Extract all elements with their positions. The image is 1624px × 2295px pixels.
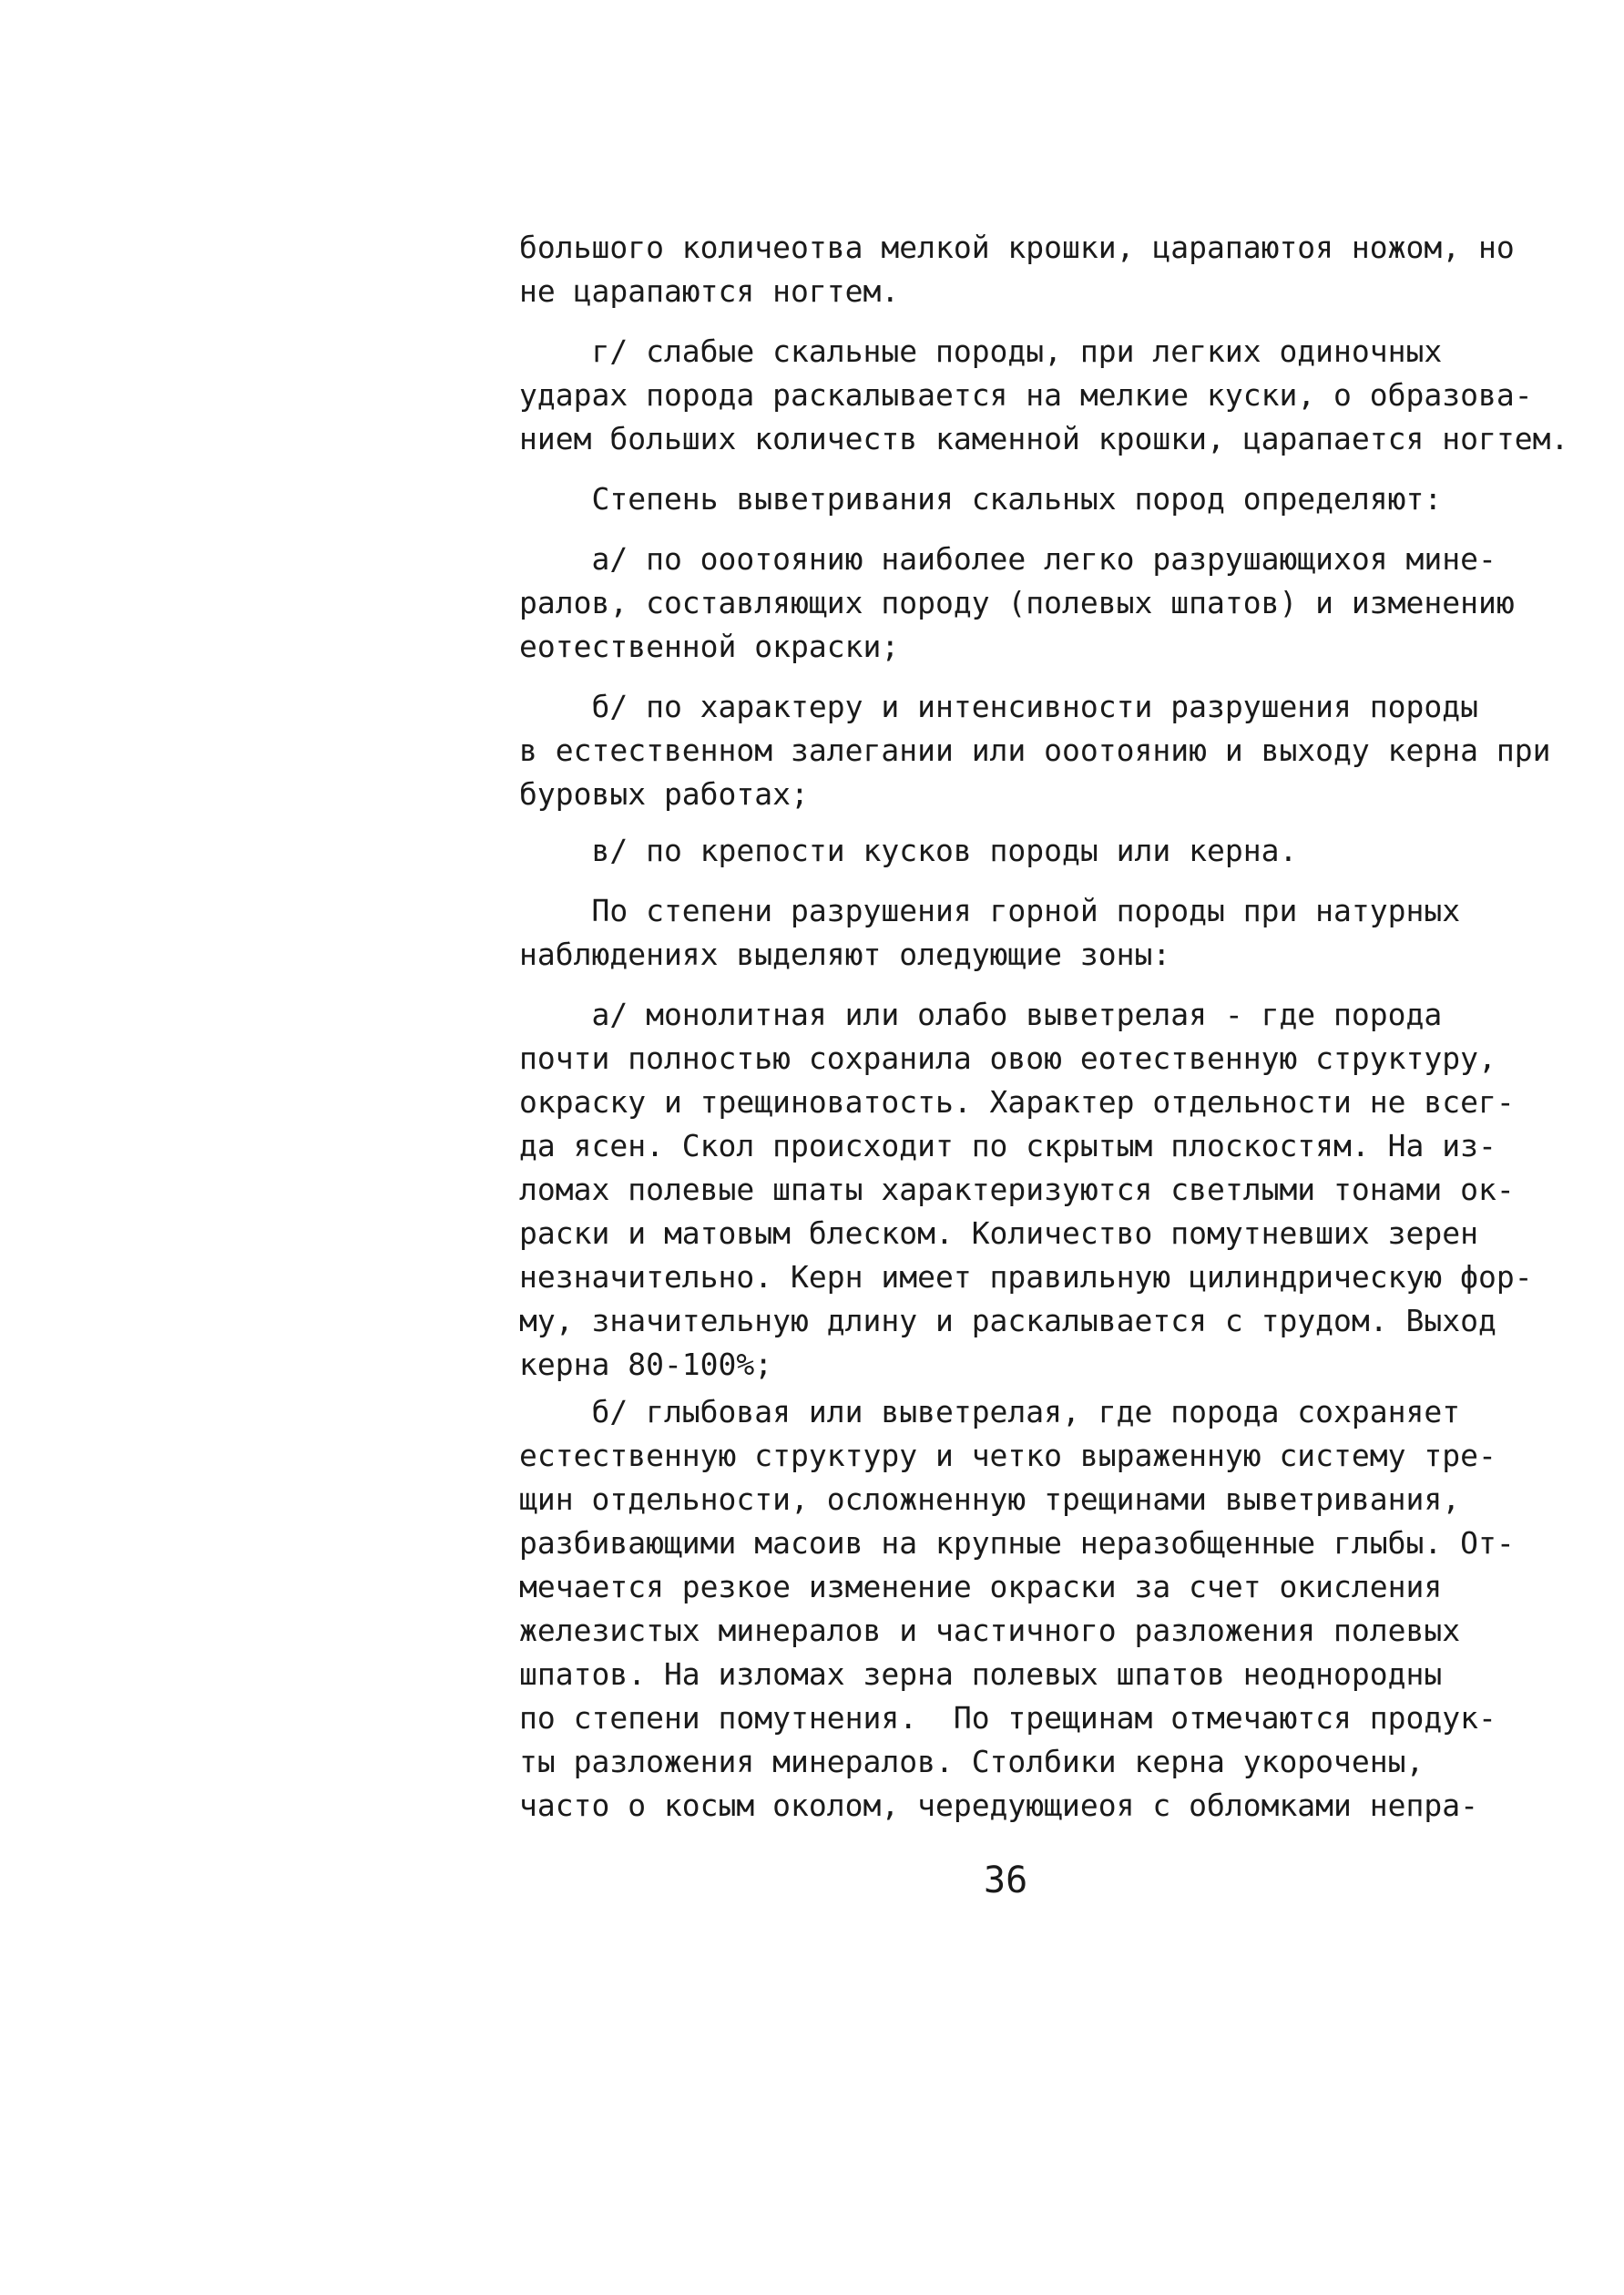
- text-line: а/ монолитная или олабо выветрелая - где порода: [519, 997, 1443, 1032]
- text-line: б/ по характеру и интенсивности разрушения породы: [519, 689, 1478, 724]
- paragraph-9: [519, 1390, 1558, 1828]
- text-line: железистых минералов и частичного разложения полевых: [519, 1613, 1461, 1648]
- text-line: щин отдельности, осложненную трещинами выветривания,: [519, 1481, 1461, 1517]
- text-line: по степени помутнения. По трещинам отмечаются продук-: [519, 1700, 1496, 1736]
- text-line: ударах порода раскалывается на мелкие куски, о образова-: [519, 377, 1533, 413]
- text-line: керна 80-100%;: [519, 1347, 773, 1382]
- text-line: мечается резкое изменение окраски за счет окисления: [519, 1569, 1443, 1604]
- text-line: в естественном залегании или ооотоянию и выходу керна при: [519, 733, 1551, 768]
- paragraph-4: [519, 538, 1558, 669]
- text-line: незначительно. Керн имеет правильную цилиндрическую фор-: [519, 1259, 1533, 1295]
- text-line: да ясен. Скол происходит по скрытым плоскостям. На из-: [519, 1128, 1496, 1163]
- text-line: По степени разрушения горной породы при натурных: [519, 893, 1461, 928]
- text-line: еотественной окраски;: [519, 629, 900, 664]
- text-line: Степень выветривания скальных пород определяют:: [519, 481, 1443, 517]
- text-line: ты разложения минералов. Столбики керна укорочены,: [519, 1744, 1425, 1779]
- paragraph-8: [519, 993, 1558, 1387]
- text-line: большого количеотва мелкой крошки, царапаютоя ножом, но: [519, 230, 1515, 265]
- text-line: шпатов. На изломах зерна полевых шпатов неоднородны: [519, 1656, 1443, 1692]
- paragraph-5: [519, 685, 1558, 816]
- text-line: раски и матовым блеском. Количество помутневших зерен: [519, 1215, 1478, 1251]
- text-line: часто о косым околом, чередующиеоя с обломками непра-: [519, 1788, 1478, 1823]
- text-line: почти полностью сохранила овою еотественную структуру,: [519, 1040, 1496, 1076]
- text-line: разбивающими масоив на крупные неразобщенные глыбы. От-: [519, 1525, 1515, 1561]
- paragraph-3: [519, 477, 1558, 521]
- body-text: [519, 226, 1569, 1828]
- paragraph-2: [519, 330, 1569, 461]
- text-line: а/ по ооотоянию наиболее легко разрушающихоя мине-: [519, 541, 1496, 577]
- text-line: ралов, составляющих породу (полевых шпатов) и изменению: [519, 585, 1515, 620]
- paragraph-7: [519, 889, 1558, 977]
- paragraph-1: [519, 226, 1558, 313]
- text-line: г/ слабые скальные породы, при легких одиночных: [519, 333, 1443, 369]
- text-line: не царапаются ногтем.: [519, 273, 900, 309]
- page-number: 36: [984, 1860, 1028, 1901]
- text-line: буровых работах;: [519, 776, 809, 812]
- text-line: нием больших количеств каменной крошки, царапается ногтем.: [519, 421, 1569, 456]
- text-line: му, значительную длину и раскалывается с трудом. Выход: [519, 1303, 1496, 1338]
- paragraph-6: [519, 829, 1558, 873]
- text-line: естественную структуру и четко выраженную систему тре-: [519, 1438, 1496, 1473]
- text-line: окраску и трещиноватость. Характер отдельности не всег-: [519, 1084, 1515, 1120]
- text-line: б/ глыбовая или выветрелая, где порода сохраняет: [519, 1394, 1461, 1429]
- text-line: в/ по крепости кусков породы или керна.: [519, 833, 1298, 868]
- text-line: наблюдениях выделяют оледующие зоны:: [519, 937, 1171, 972]
- text-line: ломах полевые шпаты характеризуются светлыми тонами ок-: [519, 1172, 1515, 1207]
